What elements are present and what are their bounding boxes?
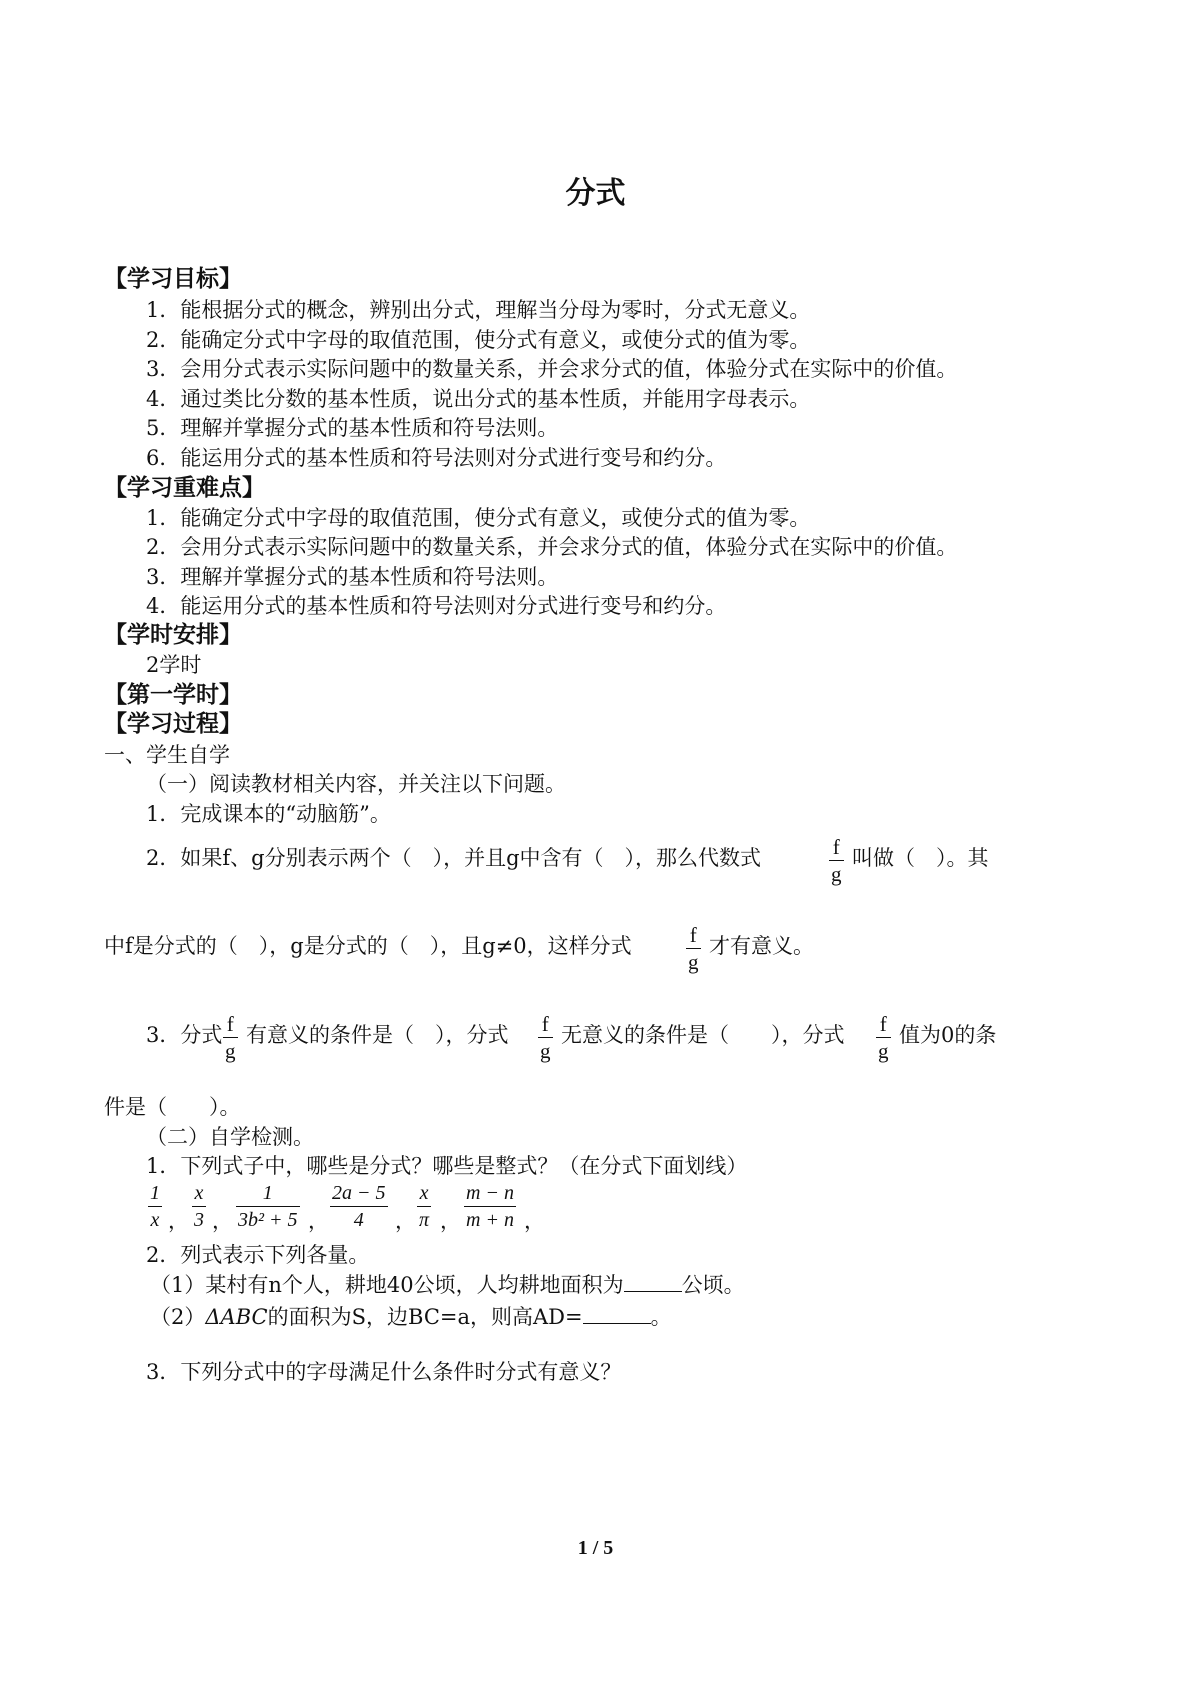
goal-item: 4．通过类比分数的基本性质，说出分式的基本性质，并能用字母表示。 <box>146 387 811 411</box>
fraction-numerator: f <box>538 1011 553 1038</box>
goal-item: 6．能运用分式的基本性质和符号法则对分式进行变号和约分。 <box>146 446 727 470</box>
fraction-denominator: g <box>540 1039 551 1063</box>
expression-fraction <box>330 1180 388 1233</box>
expression-separator: ， <box>395 1209 416 1233</box>
document-title: 分式 <box>565 176 626 211</box>
question-3-text-d: 值为0的条 <box>899 1023 997 1047</box>
fraction-numerator: 1 <box>148 1180 162 1207</box>
section-heading-key-points: 【学习重难点】 <box>104 475 265 501</box>
fraction-denominator: 3 <box>194 1209 204 1231</box>
check-question-2-1 <box>150 1270 745 1300</box>
fraction-denominator: 3b² + 5 <box>238 1209 298 1231</box>
fraction-denominator: m + n <box>466 1209 514 1231</box>
fraction-numerator: f <box>686 922 701 949</box>
question-text: （2） <box>150 1305 206 1329</box>
key-point-item: 2．会用分式表示实际问题中的数量关系，并会求分式的值，体验分式在实际中的价值。 <box>146 535 958 559</box>
fraction-f-over-g <box>829 834 844 887</box>
question-text: 公顷。 <box>681 1273 745 1297</box>
check-question-3: 3．下列分式中的字母满足什么条件时分式有意义？ <box>146 1360 622 1384</box>
fraction-denominator: x <box>150 1209 160 1231</box>
question-3-text-b: 有意义的条件是（ ），分式 <box>246 1023 509 1047</box>
question-3-text-c: 无意义的条件是（ ），分式 <box>561 1023 845 1047</box>
fraction-numerator: 1 <box>236 1180 300 1207</box>
question-3-text-e: 件是（ ）。 <box>104 1095 241 1119</box>
schedule-text: 2学时 <box>146 653 202 677</box>
part-heading: 一、学生自学 <box>104 743 230 767</box>
expression-separator: ， <box>524 1209 545 1233</box>
subsection-heading: （二）自学检测。 <box>146 1125 314 1149</box>
triangle-abc: ΔABC <box>205 1305 268 1329</box>
fraction-numerator: x <box>192 1180 206 1207</box>
check-question-1: 1．下列式子中，哪些是分式？哪些是整式？（在分式下面划线） <box>146 1154 748 1178</box>
expression-fraction <box>417 1180 431 1233</box>
expression-separator: ， <box>168 1209 189 1233</box>
fraction-denominator: π <box>419 1209 430 1231</box>
check-question-2: 2．列式表示下列各量。 <box>146 1243 370 1267</box>
expression-separator: ， <box>308 1209 329 1233</box>
question-text: 的面积为S，边BC=a，则高AD= <box>267 1305 583 1329</box>
key-point-item: 4．能运用分式的基本性质和符号法则对分式进行变号和约分。 <box>146 594 727 618</box>
expression-fraction <box>148 1180 162 1233</box>
question-2-text-c: 中f是分式的（ ），g是分式的（ ），且g≠0，这样分式 <box>104 934 632 958</box>
fraction-numerator: f <box>876 1011 891 1038</box>
expression-fraction <box>192 1180 206 1233</box>
fraction-f-over-g <box>686 922 701 975</box>
check-question-2-2 <box>150 1302 672 1332</box>
fraction-numerator: 2a − 5 <box>330 1180 388 1207</box>
answer-blank[interactable] <box>583 1303 651 1324</box>
goal-item: 3．会用分式表示实际问题中的数量关系，并会求分式的值，体验分式在实际中的价值。 <box>146 357 958 381</box>
fraction-denominator: g <box>831 862 842 886</box>
key-point-item: 1．能确定分式中字母的取值范围，使分式有意义，或使分式的值为零。 <box>146 506 811 530</box>
goal-item: 1．能根据分式的概念，辨别出分式，理解当分母为零时，分式无意义。 <box>146 298 811 322</box>
goal-item: 5．理解并掌握分式的基本性质和符号法则。 <box>146 416 559 440</box>
fraction-denominator: g <box>225 1039 236 1063</box>
expression-fraction <box>236 1180 300 1233</box>
question-3-text-a: 3．分式 <box>146 1023 223 1047</box>
fraction-denominator: 4 <box>353 1209 364 1231</box>
expression-separator: ， <box>440 1209 461 1233</box>
section-heading-first-period: 【第一学时】 <box>104 682 242 708</box>
fraction-numerator: f <box>223 1011 238 1038</box>
question-2-text-a: 2．如果f、g分别表示两个（ ），并且g中含有（ ），那么代数式 <box>146 846 762 870</box>
question-2-text-b: 叫做（ ）。其 <box>852 846 989 870</box>
fraction-f-over-g <box>876 1011 891 1064</box>
fraction-numerator: m − n <box>464 1180 516 1207</box>
fraction-numerator: f <box>829 834 844 861</box>
fraction-denominator: g <box>878 1039 889 1063</box>
expression-separator: ， <box>212 1209 233 1233</box>
fraction-numerator: x <box>417 1180 431 1207</box>
section-heading-goals: 【学习目标】 <box>104 266 242 292</box>
section-heading-process: 【学习过程】 <box>104 711 242 737</box>
expression-fraction <box>464 1180 516 1233</box>
subsection-heading: （一）阅读教材相关内容，并关注以下问题。 <box>146 772 566 796</box>
question-text: 。 <box>650 1305 672 1329</box>
key-point-item: 3．理解并掌握分式的基本性质和符号法则。 <box>146 565 559 589</box>
question-text: （1）某村有n个人，耕地40公顷，人均耕地面积为 <box>150 1273 624 1297</box>
question-2-text-d: 才有意义。 <box>709 934 814 958</box>
page-number: 1 / 5 <box>577 1537 614 1559</box>
section-heading-schedule: 【学时安排】 <box>104 622 242 648</box>
fraction-f-over-g <box>223 1011 238 1064</box>
answer-blank[interactable] <box>624 1271 682 1292</box>
fraction-f-over-g <box>538 1011 553 1064</box>
goal-item: 2．能确定分式中字母的取值范围，使分式有意义，或使分式的值为零。 <box>146 328 811 352</box>
fraction-denominator: g <box>688 950 699 974</box>
question-1: 1．完成课本的“动脑筋”。 <box>146 802 391 826</box>
